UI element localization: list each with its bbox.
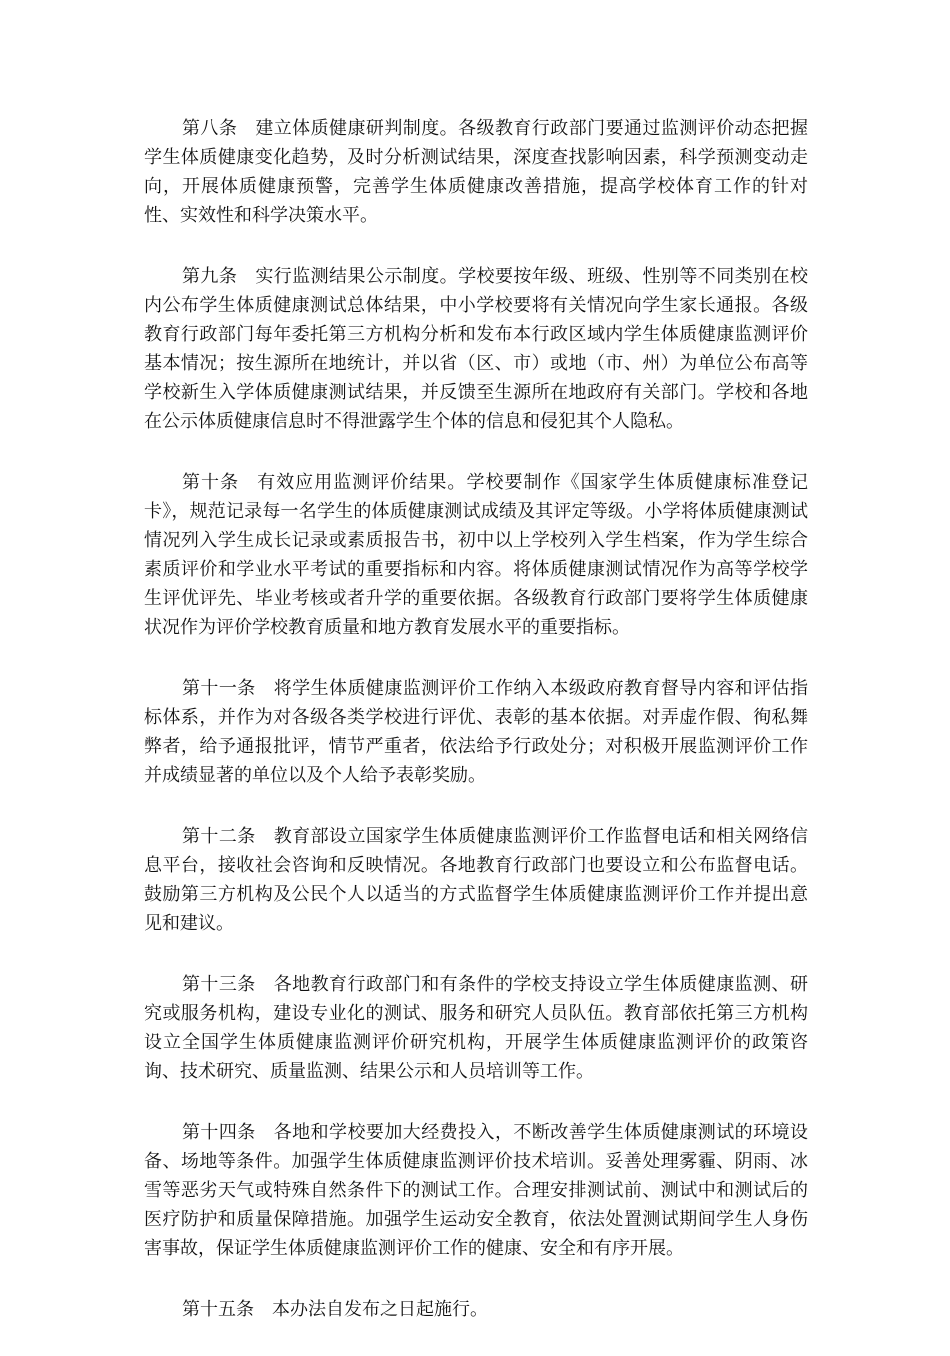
document-body — [144, 114, 808, 1356]
article-number: 第十条 — [182, 472, 240, 493]
article-text: 教育部设立国家学生体质健康监测评价工作监督电话和相关网络信息平台，接收社会咨询和反映情况。各地教育行政部门也要设立和公布监督电话。鼓励第三方机构及公民个人以适当的方式监督学生体质健康监测评价工作并提出意见和建议。 — [144, 826, 808, 934]
article-text: 各地教育行政部门和有条件的学校支持设立学生体质健康监测、研究或服务机构，建设专业化的测试、服务和研究人员队伍。教育部依托第三方机构设立全国学生体质健康监测评价研究机构，开展学生体质健康监测评价的政策咨询、技术研究、质量监测、结果公示和人员培训等工作。 — [144, 974, 808, 1082]
article-number: 第十一条 — [182, 678, 256, 699]
article-10 — [144, 468, 808, 642]
article-text: 建立体质健康研判制度。各级教育行政部门要通过监测评价动态把握学生体质健康变化趋势，及时分析测试结果，深度查找影响因素，科学预测变动走向，开展体质健康预警，完善学生体质健康改善措施，提高学校体育工作的针对性、实效性和科学决策水平。 — [144, 118, 808, 226]
article-number: 第十五条 — [182, 1299, 254, 1320]
article-8 — [144, 114, 808, 230]
article-number: 第十二条 — [182, 826, 256, 847]
article-11 — [144, 674, 808, 790]
article-text: 将学生体质健康监测评价工作纳入本级政府教育督导内容和评估指标体系，并作为对各级各类学校进行评优、表彰的基本依据。对弄虚作假、徇私舞弊者，给予通报批评，情节严重者，依法给予行政处分；对积极开展监测评价工作并成绩显著的单位以及个人给予表彰奖励。 — [144, 678, 808, 786]
article-text: 本办法自发布之日起施行。 — [272, 1299, 488, 1320]
article-14 — [144, 1118, 808, 1263]
article-15 — [144, 1295, 808, 1324]
article-9 — [144, 262, 808, 436]
article-12 — [144, 822, 808, 938]
article-number: 第十三条 — [182, 974, 256, 995]
article-text: 各地和学校要加大经费投入，不断改善学生体质健康测试的环境设备、场地等条件。加强学生体质健康监测评价技术培训。妥善处理雾霾、阴雨、冰雪等恶劣天气或特殊自然条件下的测试工作。合理安排测试前、测试中和测试后的医疗防护和质量保障措施。加强学生运动安全教育，依法处置测试期间学生人身伤害事故，保证学生体质健康监测评价工作的健康、安全和有序开展。 — [144, 1122, 808, 1259]
article-text: 有效应用监测评价结果。学校要制作《国家学生体质健康标准登记卡》，规范记录每一名学生的体质健康测试成绩及其评定等级。小学将体质健康测试情况列入学生成长记录或素质报告书，初中以上学校列入学生档案，作为学生综合素质评价和学业水平考试的重要指标和内容。将体质健康测试情况作为高等学校学生评优评先、毕业考核或者升学的重要依据。各级教育行政部门要将学生体质健康状况作为评价学校教育质量和地方教育发展水平的重要指标。 — [144, 472, 809, 638]
article-number: 第八条 — [182, 118, 238, 139]
article-number: 第九条 — [182, 266, 238, 287]
article-13 — [144, 970, 808, 1086]
article-text: 实行监测结果公示制度。学校要按年级、班级、性别等不同类别在校内公布学生体质健康测试总体结果，中小学校要将有关情况向学生家长通报。各级教育行政部门每年委托第三方机构分析和发布本行政区域内学生体质健康监测评价基本情况；按生源所在地统计，并以省（区、市）或地（市、州）为单位公布高等学校新生入学体质健康测试结果，并反馈至生源所在地政府有关部门。学校和各地在公示体质健康信息时不得泄露学生个体的信息和侵犯其个人隐私。 — [144, 266, 808, 432]
article-number: 第十四条 — [182, 1122, 256, 1143]
